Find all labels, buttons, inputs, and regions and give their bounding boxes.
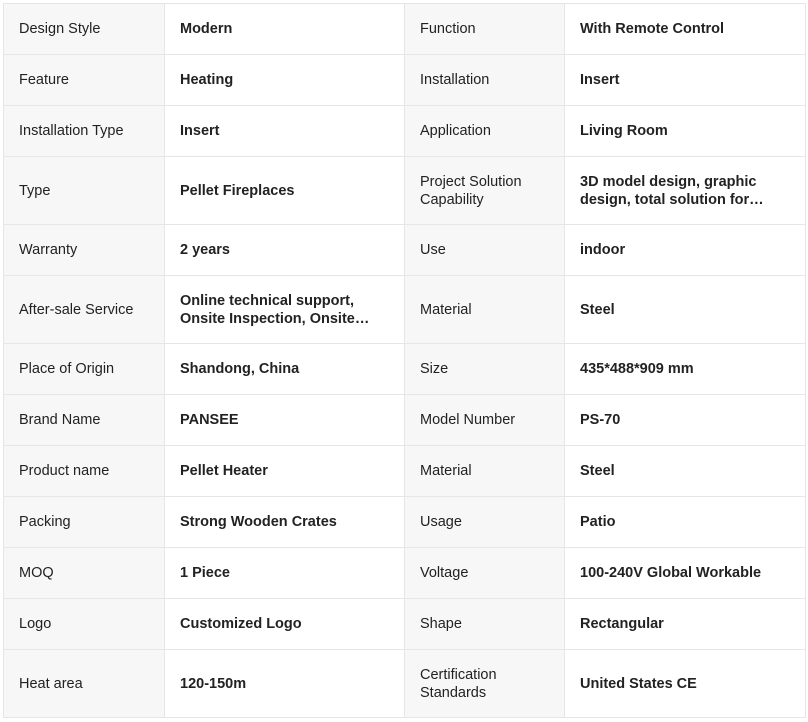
attribute-label: Voltage [405,548,565,599]
attribute-value: With Remote Control [565,4,806,55]
attribute-value: PANSEE [165,395,405,446]
attribute-value-text: Online technical support, Onsite Inspection, Onsite… [180,292,370,327]
attribute-label: Model Number [405,395,565,446]
attribute-value: Insert [565,55,806,106]
attribute-label: Installation [405,55,565,106]
attribute-value [565,157,806,225]
attribute-value [165,276,405,344]
attribute-label: After-sale Service [4,276,165,344]
attribute-value: 435*488*909 mm [565,344,806,395]
attribute-label: Design Style [4,4,165,55]
attribute-value: indoor [565,225,806,276]
attribute-value: 2 years [165,225,405,276]
attribute-value: 100-240V Global Workable [565,548,806,599]
table-row [4,344,806,395]
attribute-label: Material [405,446,565,497]
table-row [4,276,806,344]
attribute-value: Customized Logo [165,599,405,650]
attribute-value: Patio [565,497,806,548]
attribute-label: Size [405,344,565,395]
specifications-panel [3,3,805,718]
attribute-label: Function [405,4,565,55]
table-row [4,4,806,55]
table-row [4,548,806,599]
attribute-label: Usage [405,497,565,548]
attribute-value-text: 3D model design, graphic design, total solution for… [580,173,764,208]
attribute-label: Brand Name [4,395,165,446]
attribute-value: Steel [565,446,806,497]
table-row [4,106,806,157]
attribute-value: 120-150m [165,650,405,718]
table-row [4,395,806,446]
attribute-value: Living Room [565,106,806,157]
attribute-value: Heating [165,55,405,106]
attribute-label: Warranty [4,225,165,276]
table-row [4,157,806,225]
attribute-label-text: Certification Standards [420,666,497,701]
attribute-label: Place of Origin [4,344,165,395]
attribute-label [405,157,565,225]
attribute-label: Material [405,276,565,344]
attribute-value: Insert [165,106,405,157]
attribute-label: Product name [4,446,165,497]
attribute-label: Type [4,157,165,225]
table-row [4,599,806,650]
attribute-label-text: Project Solution Capability [420,173,522,208]
attribute-label: Installation Type [4,106,165,157]
table-row [4,55,806,106]
specifications-table [3,3,806,718]
attribute-label: MOQ [4,548,165,599]
attribute-value: United States CE [565,650,806,718]
attribute-value: PS-70 [565,395,806,446]
attribute-value: Steel [565,276,806,344]
attribute-label: Logo [4,599,165,650]
attribute-label: Feature [4,55,165,106]
attribute-value: Rectangular [565,599,806,650]
attribute-label: Application [405,106,565,157]
attribute-value: Pellet Fireplaces [165,157,405,225]
table-row [4,225,806,276]
table-row [4,497,806,548]
attribute-label: Use [405,225,565,276]
attribute-value: Strong Wooden Crates [165,497,405,548]
attribute-value: Pellet Heater [165,446,405,497]
attribute-value: 1 Piece [165,548,405,599]
attribute-label [405,650,565,718]
table-row [4,650,806,718]
attribute-label: Shape [405,599,565,650]
table-row [4,446,806,497]
attribute-value: Modern [165,4,405,55]
attribute-label: Heat area [4,650,165,718]
attribute-value: Shandong, China [165,344,405,395]
attribute-label: Packing [4,497,165,548]
